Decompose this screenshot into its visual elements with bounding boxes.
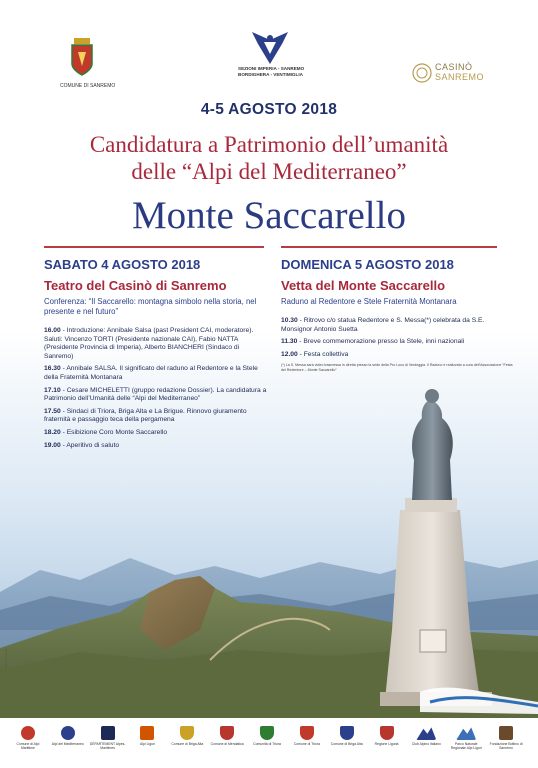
program-item <box>44 387 268 404</box>
sponsor-logo <box>448 726 484 750</box>
sponsor-label: Fondazione Bottino di Sanremo <box>489 742 523 750</box>
sun-icon <box>21 726 35 740</box>
sponsor-logo <box>90 726 126 750</box>
sunday-subtitle: Raduno al Redentore e Stele Fraternità Montanara <box>281 297 457 306</box>
saturday-conference: Conferenza: “Il Saccarello: montagna simbolo nella storia, nel presente e nel futuro” <box>44 297 257 316</box>
mass-footnote: (*) La S. Messa sarà video trasmessa in diretta presso la sede della Pro Loco di Verdeggia. Il Raduno è realizzato a cura dell’Associazione “Festa del Redentore – Monte Saccarello” <box>281 363 513 372</box>
program-item <box>44 442 268 451</box>
sponsor-label: Comune di Mendatica <box>210 742 244 746</box>
item-text: - Cesare MICHELETTI (gruppo redazione Dossier). La candidatura a Patrimonio dell’Umanità delle “Alpi del Mediterraneo” <box>44 386 267 403</box>
item-text: - Esibizione Coro Monte Saccarello <box>60 428 168 436</box>
comune-sanremo-logo <box>60 38 116 89</box>
cai-caption-2: BORDIGHERA - VENTIMIGLIA <box>238 72 303 77</box>
item-text: - Sindaci di Triora, Briga Alta e La Brigue. Rinnovo giuramento fraternità e passaggio teca della pergamena <box>44 407 247 424</box>
sponsor-label: Alpi Liguri <box>140 742 155 746</box>
program-item <box>44 327 268 361</box>
item-time: 11.30 <box>281 338 298 346</box>
item-time: 10.30 <box>281 317 298 324</box>
event-dates: 4-5 AGOSTO 2018 <box>200 101 338 118</box>
sponsor-logo <box>50 726 86 746</box>
sponsor-label: Comunità di Triora <box>253 742 281 746</box>
sponsor-label: Parco Naturale Regionale Alpi Liguri <box>450 742 482 750</box>
program-item <box>44 429 268 438</box>
sponsor-logo <box>488 726 524 750</box>
dept-icon <box>101 726 115 740</box>
divider-right <box>281 246 497 248</box>
sponsor-label: Comune di Briga Alta <box>171 742 204 746</box>
program-item <box>281 338 513 347</box>
main-title: Monte Saccarello <box>132 194 406 237</box>
sponsor-label: Comune di Briga Alta <box>330 742 363 746</box>
sponsor-logo <box>169 726 205 746</box>
sponsor-logo <box>408 726 444 746</box>
sunday-program <box>281 256 513 373</box>
item-time: 12.00 <box>281 350 298 358</box>
item-text: - Aperitivo di saluto <box>60 441 120 449</box>
saturday-program <box>44 256 268 454</box>
item-text: - Annibale SALSA. Il significato del raduno al Redentore e la Stele della Fraternità Montanara <box>44 365 258 381</box>
divider-left <box>44 246 264 248</box>
sunday-date: DOMENICA 5 AGOSTO 2018 <box>281 257 454 272</box>
program-item <box>281 351 513 360</box>
candidatura-line-1: Candidatura a Patrimonio dell’umanità <box>89 132 449 157</box>
sponsor-label: Comune di Triora <box>293 742 320 746</box>
item-text: - Festa collettiva <box>297 350 349 358</box>
item-time: 18.20 <box>44 428 61 436</box>
crest-icon <box>70 38 94 76</box>
item-time: 16.30 <box>44 365 61 373</box>
crest-icon <box>340 726 354 740</box>
mountain-icon <box>456 726 476 740</box>
item-time: 17.10 <box>44 386 61 394</box>
cai-logo <box>238 28 305 78</box>
item-text: - Breve commemorazione presso la Stele, inni nazionali <box>297 338 465 346</box>
program-item <box>281 317 513 334</box>
item-time: 16.00 <box>44 327 61 334</box>
casino-emblem-icon <box>412 63 432 83</box>
sponsor-logo <box>10 726 46 750</box>
sponsor-logo <box>249 726 285 746</box>
sponsor-logo <box>209 726 245 746</box>
sponsor-label: DÉPARTEMENT Alpes-Maritimes <box>89 742 126 750</box>
casino-line-2: SANREMO <box>435 72 485 82</box>
program-item <box>44 365 268 382</box>
sponsor-label: Regione Liguria <box>374 742 399 746</box>
program-item <box>44 408 268 425</box>
mountain-icon <box>416 726 436 740</box>
saturday-date: SABATO 4 AGOSTO 2018 <box>44 257 201 272</box>
crest-icon <box>260 726 274 740</box>
crest-icon <box>220 726 234 740</box>
sunday-items <box>281 317 513 359</box>
item-time: 17.50 <box>44 407 61 415</box>
comune-caption: COMUNE DI SANREMO <box>60 83 116 89</box>
saturday-items <box>44 327 268 450</box>
sponsor-logo <box>369 726 405 746</box>
flag-icon <box>140 726 154 740</box>
sponsor-logo <box>289 726 325 746</box>
cai-caption-1: SEZIONI IMPERIA - SANREMO <box>238 66 305 71</box>
item-text: - Ritrovo c/o statua Redentore e S. Messa(*) celebrata da S.E. Monsignor Antonio Suetta <box>281 317 485 333</box>
item-time: 19.00 <box>44 441 61 449</box>
crest-icon <box>300 726 314 740</box>
saturday-venue: Teatro del Casinò di Sanremo <box>44 278 227 293</box>
cai-eagle-icon <box>248 28 292 66</box>
sponsor-label: Club Alpino Italiano <box>411 742 441 746</box>
sponsor-footer <box>0 718 538 768</box>
spiral-icon <box>61 726 75 740</box>
header-logos <box>0 0 538 100</box>
crest-icon <box>380 726 394 740</box>
candidatura-line-2: delle “Alpi del Mediterraneo” <box>131 159 407 184</box>
sunday-venue: Vetta del Monte Saccarello <box>281 278 446 293</box>
item-text: - Introduzione: Annibale Salsa (past President CAI, moderatore). Saluti: Vincenzo TORTI (Presidente nazionale CAI), Fabio NATTA (Presidente Provincia di Imperia), Alberto BIANCHERI (Sindaco di Sanremo) <box>44 327 254 360</box>
sponsor-label: Comune di Alpi Marittime <box>16 742 40 750</box>
photo-credit: Foto A. Cerutti <box>4 648 8 668</box>
sponsor-logo <box>329 726 365 746</box>
sponsor-label: Alpi del Mediterraneo <box>51 742 84 746</box>
casino-line-1: CASINÒ <box>435 62 473 72</box>
crest-icon <box>180 726 194 740</box>
building-icon <box>499 726 513 740</box>
sponsor-logo <box>130 726 166 746</box>
